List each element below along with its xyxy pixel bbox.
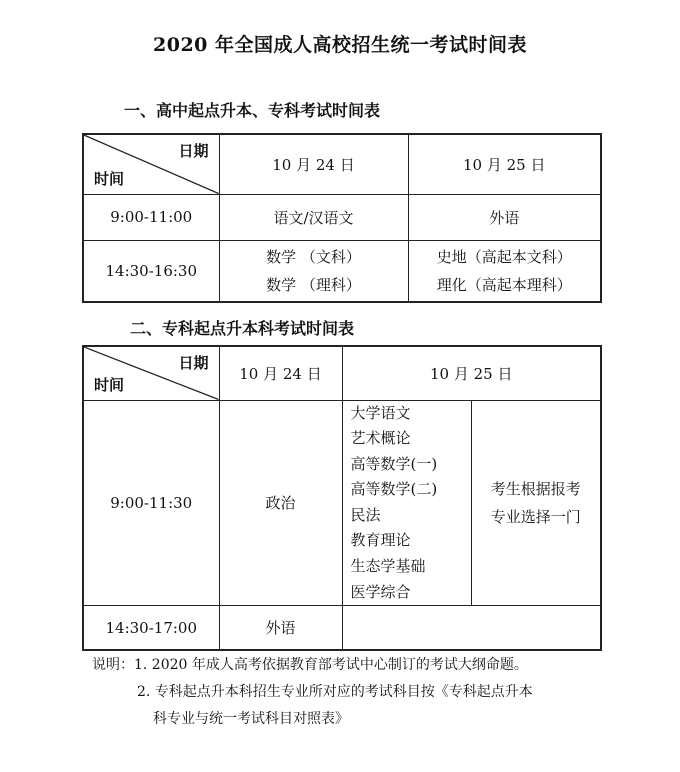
schedule-table-1	[82, 133, 602, 303]
subject-item: 高等数学(一)	[350, 454, 438, 473]
time-cell: 14:30-16:30	[83, 240, 219, 302]
subject-cell: 政治	[219, 400, 342, 606]
schedule-table-2	[82, 345, 602, 651]
table1-corner-cell	[83, 134, 219, 194]
subject-item: 大学语文	[350, 403, 411, 422]
section2-heading: 二、专科起点升本科考试时间表	[130, 319, 355, 338]
corner-date-label: 日期	[178, 142, 209, 160]
subject-item: 生态学基础	[350, 557, 426, 576]
page-title: 2020 年全国成人高校招生统一考试时间表	[153, 34, 527, 56]
choice-note-line: 考生根据报考	[490, 479, 581, 498]
note-item: 1. 2020 年成人高考依据教育部考试中心制订的考试大纲命题。	[134, 657, 528, 673]
table2-row	[83, 400, 601, 606]
table2-date-header: 10 月 24 日	[219, 346, 342, 400]
subject-cell-empty	[342, 606, 601, 650]
choice-note-cell	[471, 400, 601, 606]
notes-label: 说明：	[92, 657, 134, 673]
table2-header-row	[83, 346, 601, 400]
subject-line: 数学 （文科）	[266, 247, 361, 266]
subject-item: 高等数学(二)	[350, 480, 438, 499]
table1-row	[83, 240, 601, 302]
note-line-3: 科专业与统一考试科目对照表》	[153, 711, 349, 727]
subject-list-cell	[342, 400, 471, 606]
subject-cell: 语文/汉语文	[219, 194, 408, 240]
choice-note-line: 专业选择一门	[490, 507, 581, 526]
corner-time-label: 时间	[94, 375, 125, 394]
subject-cell: 外语	[408, 194, 601, 240]
subject-line: 理化（高起本理科）	[436, 275, 572, 294]
corner-date-label: 日期	[178, 354, 209, 372]
subject-item: 民法	[350, 505, 381, 524]
time-cell: 9:00-11:00	[83, 194, 219, 240]
corner-time-label: 时间	[94, 169, 125, 188]
table2-corner-cell	[83, 346, 219, 400]
note-line-2: 2. 专科起点升本科招生专业所对应的考试科目按《专科起点升本	[137, 684, 533, 700]
table2-row	[83, 606, 601, 650]
subject-item: 教育理论	[350, 531, 411, 550]
section1-heading: 一、高中起点升本、专科考试时间表	[124, 101, 381, 120]
time-cell: 14:30-17:00	[83, 606, 219, 650]
note-line-1	[92, 652, 652, 679]
table1-date-header: 10 月 24 日	[219, 134, 408, 194]
table1-header-row	[83, 134, 601, 194]
subject-cell	[408, 240, 601, 302]
subject-line: 史地（高起本文科）	[436, 247, 572, 266]
subject-cell: 外语	[219, 606, 342, 650]
subject-cell	[219, 240, 408, 302]
subject-item: 艺术概论	[350, 429, 411, 448]
notes	[92, 652, 652, 733]
table2-date-header: 10 月 25 日	[342, 346, 601, 400]
subject-line: 数学 （理科）	[266, 275, 361, 294]
table1-row	[83, 194, 601, 240]
table1-date-header: 10 月 25 日	[408, 134, 601, 194]
time-cell: 9:00-11:30	[83, 400, 219, 606]
subject-item: 医学综合	[350, 582, 411, 601]
